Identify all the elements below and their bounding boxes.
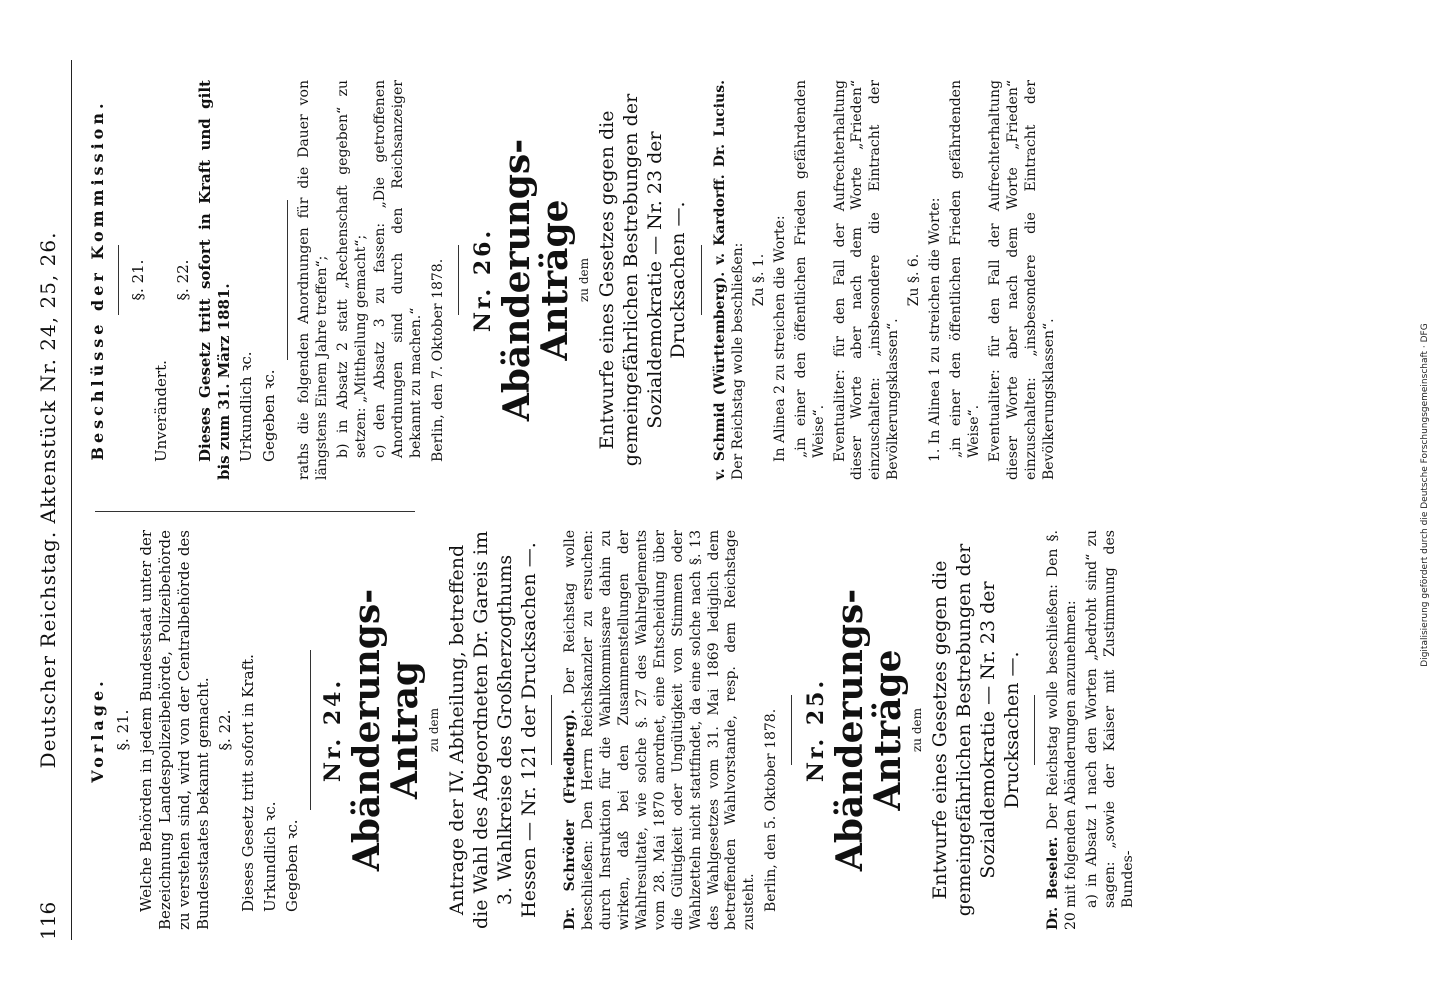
number-25-heading: Nr. 25. [803, 677, 830, 783]
left-column [86, 530, 1140, 930]
right-section-rule [287, 200, 288, 360]
antraege-title-26: Abänderungs-Anträge [496, 138, 576, 422]
zu-paragraph-1: Zu §. 1. [750, 253, 767, 307]
continuation-item-c: c) den Absatz 3 zu fassen: „Die getroffenen Anordnungen sind durch den Reichsanzeiger bekannt zu machen.“ [372, 80, 425, 458]
page-number: 116 [36, 901, 60, 940]
right-paragraph-21-text: Unverändert. [151, 360, 170, 462]
short-rule [551, 695, 552, 765]
schroeder-name: Dr. Schröder (Friedberg). [562, 709, 579, 930]
z6-eventualiter: Eventualiter: für den Fall der Aufrechterhaltung dieser Worte aber nach dem Worte „Frieden“ einzuschalten: „insbesondere die Eintracht der Bevölkerungsklassen“. [986, 80, 1057, 480]
vorlage-heading: Vorlage. [88, 677, 107, 783]
z6-quote: „in einer den öffentlichen Frieden gefährdenden Weise“. [948, 80, 982, 458]
right-rule [118, 245, 119, 315]
zu-dem-label-25: zu dem [909, 707, 924, 753]
page-header [30, 60, 72, 940]
antrag-lead: Antrage der IV. Abtheilung, betreffend die Wahl des Abgeordneten Dr. Gareis im 3. Wahlkreise des Großherzogthums Hessen — Nr. 121 der Drucksachen —. [446, 531, 540, 929]
zu-paragraph-6: Zu §. 6. [906, 253, 923, 307]
antraege-title-25: Abänderungs-Anträge [829, 588, 910, 872]
beseler-name: Dr. Beseler. [1045, 836, 1062, 930]
right-short-rule-2 [701, 245, 702, 315]
proposers-names: v. Schmid (Württemberg). v. Kardorff. Dr. Lucius. [712, 80, 729, 480]
zu-dem-label: zu dem [426, 707, 441, 753]
date-24: Berlin, den 5. Oktober 1878. [763, 708, 780, 912]
header-rule [71, 60, 72, 940]
zu-dem-label-26: zu dem [576, 257, 591, 303]
beschluesse-heading: Beschlüsse der Kommission. [88, 99, 107, 461]
dfg-credit-text: Digitalisierung gefördert durch die Deutsche Forschungsgemeinschaft · DFG [1420, 323, 1430, 667]
antraege-lead-25: Entwurfe eines Gesetzes gegen die gemeingefährlichen Bestrebungen der Sozialdemokratie — Nr. 23 der Drucksachen —. [929, 543, 1023, 917]
paragraph-21-text: Welche Behörden in jedem Bundesstaat unter der Bezeichnung Landespolizeibehörde, Polizeibehörde zu verstehen sind, wird von der Centralbehörde des Bundesstaates bekannt gemacht. [136, 530, 213, 930]
right-paragraph-22-label: §. 22. [173, 259, 192, 301]
urkundlich: Urkundlich ꝛc. [260, 801, 279, 912]
date-25: Berlin, den 7. Oktober 1878. [430, 258, 447, 462]
z6-item: 1. In Alinea 1 zu streichen die Worte: [927, 197, 944, 462]
schroeder-text: Der Reichstag wolle beschließen: Den Herrn Reichskanzler zu ersuchen: durch Instruktion für die Wahlkommissare dahin zu wirken, daß bei den Zusammenstellungen der Wahlresultate, wie solche §. 27 des Wahlreglements vom 28. Mai 1870 anordnet, eine Entscheidung über die Gültigkeit oder Ungültigkeit von Stimmen oder Wahlzetteln nicht stattfindet, da eine solche nach §. 13 des Wahlgesetzes vom 31. Mai 1869 lediglich dem betreffenden Wahlvorstande, resp. dem Reichstage zusteht. [562, 530, 758, 930]
short-rule-2 [791, 695, 792, 765]
antraege-lead-26: Entwurfe eines Gesetzes gegen die gemeingefährlichen Bestrebungen der Sozialdemokratie — Nr. 23 der Drucksachen —. [596, 93, 690, 467]
antrag-title: Abänderungs-Antrag [346, 588, 427, 872]
z1-item: In Alinea 2 zu streichen die Worte: [771, 215, 788, 462]
right-paragraph-22-text: Dieses Gesetz tritt sofort in Kraft und gilt bis zum 31. März 1881. [196, 80, 234, 480]
paragraph-22-text: Dieses Gesetz tritt sofort in Kraft. [238, 654, 257, 912]
paragraph-21-label: §. 21. [114, 709, 133, 751]
right-gegeben: Gegeben ꝛc. [259, 369, 278, 462]
proposers-text: Der Reichstag wolle beschließen: [730, 242, 747, 480]
right-short-rule [458, 245, 459, 315]
continuation-text: raths die folgenden Anordnungen für die Dauer von längstens Einem Jahre treffen“; [295, 80, 330, 480]
continuation-item-b: b) in Absatz 2 statt „Rechenschaft gegeben“ zu setzen: „Mittheilung gemacht“; [334, 80, 369, 458]
short-rule-3 [1034, 695, 1035, 765]
right-paragraph-21-label: §. 21. [129, 259, 148, 301]
right-urkundlich: Urkundlich ꝛc. [237, 351, 256, 462]
z1-quote: „in einer den öffentlichen Frieden gefährdenden Weise“. [792, 80, 827, 458]
paragraph-22-label: §. 22. [216, 709, 235, 751]
number-26-heading: Nr. 26. [470, 227, 497, 333]
right-column [86, 80, 1061, 480]
section-rule [310, 650, 311, 810]
column-divider [95, 511, 415, 512]
page-title: Deutscher Reichstag. Aktenstück Nr. 24, 25, 26. [36, 231, 60, 769]
z1-eventualiter: Eventualiter: für den Fall der Aufrechterhaltung dieser Worte aber nach dem Worte „Frieden“ einzuschalten: „insbesondere die Eintracht der Bevölkerungsklassen“. [831, 80, 902, 480]
number-24-heading: Nr. 24. [320, 677, 347, 783]
beseler-text: Der Reichstag wolle beschließen: Den §. 20 mit folgenden Abänderungen anzunehmen: [1045, 529, 1080, 930]
beseler-item-a: a) in Absatz 1 nach den Worten „bedroht sind“ zu sagen: „sowie der Kaiser mit Zustimmung des Bundes- [1084, 530, 1136, 908]
gegeben: Gegeben ꝛc. [282, 819, 301, 912]
dfg-credit [1420, 0, 1432, 1000]
